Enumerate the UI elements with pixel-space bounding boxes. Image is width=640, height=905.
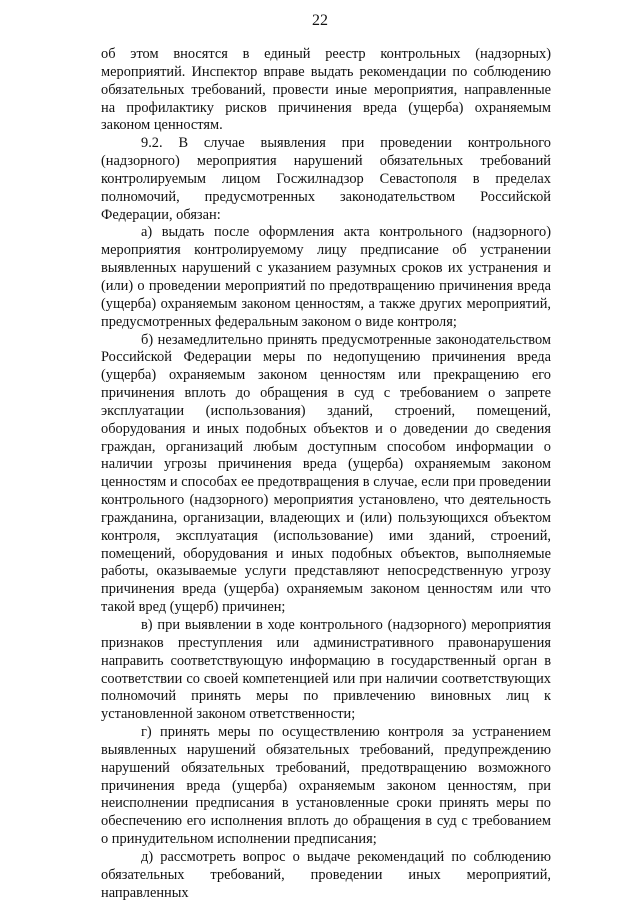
paragraph-p2: а) выдать после оформления акта контрольного (надзорного) мероприятия контролируемому лицу предписание об устранении выявленных нарушений с указанием разумных сроков их устранения и (или) о проведении мероприятий по предотвращению причинения вреда (ущерба) охраняемым законом ценностям, а также других мероприятий, предусмотренных федеральным законом о виде контроля; [101, 224, 551, 330]
paragraph-p4: в) при выявлении в ходе контрольного (надзорного) мероприятия признаков преступления или административного правонарушения направить соответствующую информацию в государственный орган в соответствии со своей компетенцией или при наличии соответствующих полномочий принять меры по привлечению виновных лиц к установленной законом ответственности; [101, 617, 551, 723]
paragraph-p6: д) рассмотреть вопрос о выдаче рекомендаций по соблюдению обязательных требований, проведении иных мероприятий, направленных [101, 848, 551, 901]
paragraph-p3: б) незамедлительно принять предусмотренные законодательством Российской Федерации меры по недопущению причинения вреда (ущерба) охраняемым законом ценностям или прекращению его причинения вплоть до обращения в суд с требованием о запрете эксплуатации (использования) зданий, строений, помещений, оборудования и иных подобных объектов и о доведении до сведения граждан, организаций любым доступным способом информации о наличии угрозы причинения вреда (ущерба) охраняемым законом ценностям и способах ее предотвращения в случае, если при проведении контрольного (надзорного) мероприятия установлено, что деятельность гражданина, организации, владеющих и (или) пользующихся объектом контроля, эксплуатация (использование) ими зданий, строений, помещений, оборудования и иных подобных объектов, выполняемые работы, оказываемые услуги представляют непосредственную угрозу причинения вреда (ущерба) охраняемым законом ценностям или что такой вред (ущерб) причинен; [101, 331, 551, 616]
paragraph-p5: г) принять меры по осуществлению контроля за устранением выявленных нарушений обязательных требований, предупреждению нарушений обязательных требований, предотвращению возможного причинения вреда (ущерба) охраняемым законом ценностям, при неисполнении предписания в установленные сроки принять меры по обеспечению его исполнения вплоть до обращения в суд с требованием о принудительном исполнении предписания; [101, 724, 551, 848]
document-body [101, 46, 551, 903]
page-number: 22 [312, 12, 328, 29]
paragraph-p1: 9.2. В случае выявления при проведении контрольного (надзорного) мероприятия нарушений обязательных требований контролируемым лицом Госжилнадзор Севастополя в пределах полномочий, предусмотренных законодательством Российской Федерации, обязан: [101, 135, 551, 223]
paragraph-p0: об этом вносятся в единый реестр контрольных (надзорных) мероприятий. Инспектор вправе выдать рекомендации по соблюдению обязательных требований, провести иные мероприятия, направленные на профилактику рисков причинения вреда (ущерба) охраняемым законом ценностям. [101, 46, 551, 134]
